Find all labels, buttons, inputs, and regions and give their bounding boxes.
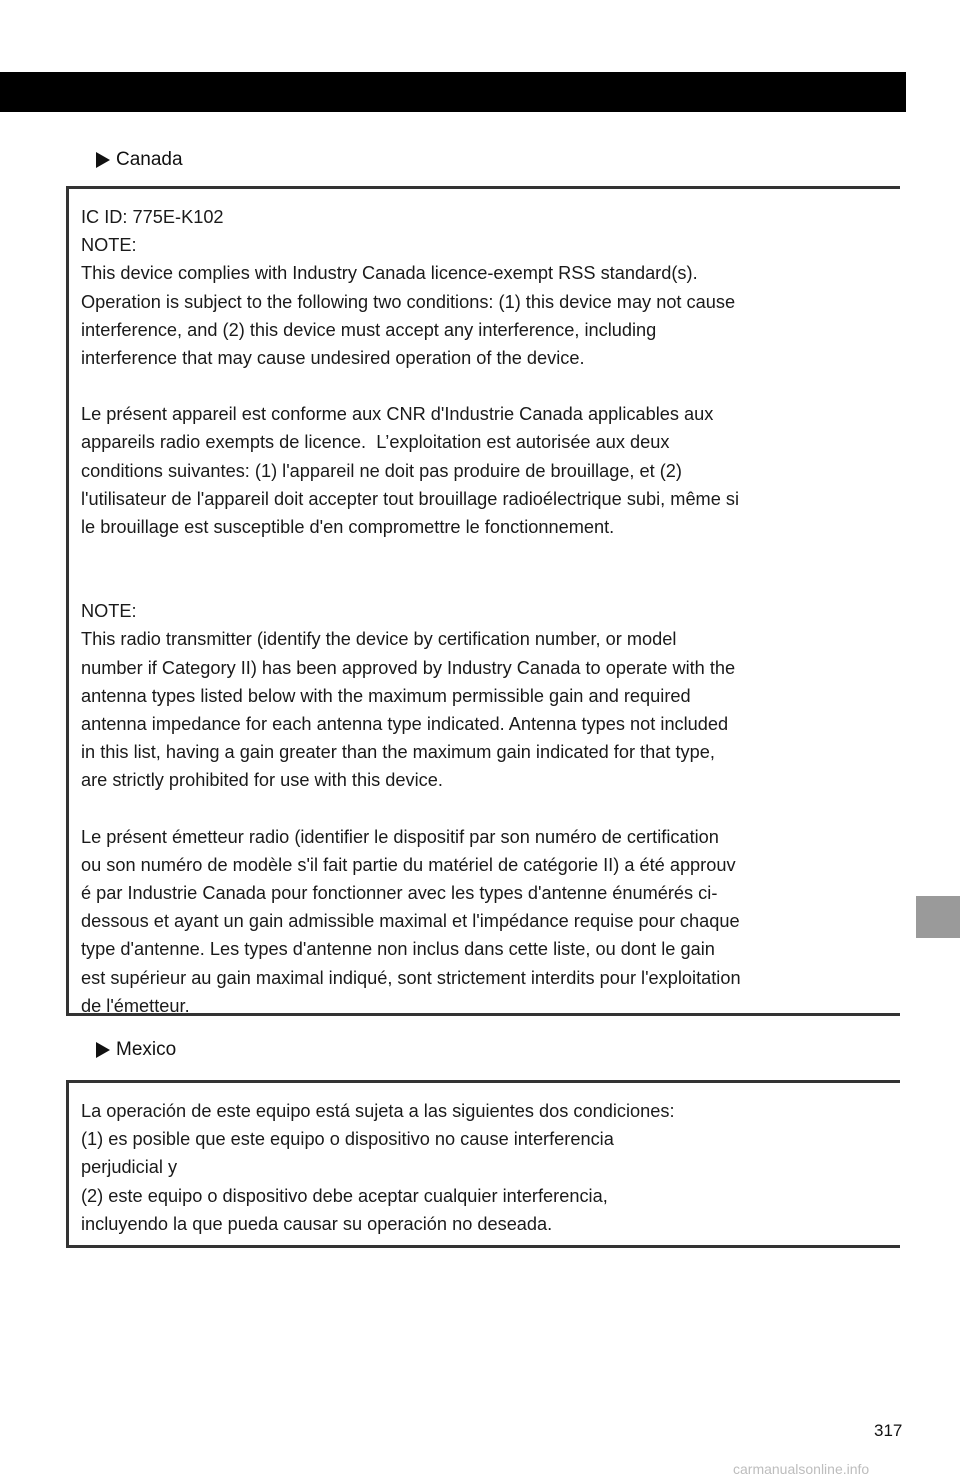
- notice-line: La operación de este equipo está sujeta a las siguientes dos condiciones:: [81, 1101, 675, 1121]
- notice-line: conditions suivantes: (1) l'appareil ne doit pas produire de brouillage, et (2): [81, 460, 682, 481]
- notice-line: ou son numéro de modèle s'il fait partie du matériel de catégorie II) a été approuv: [81, 854, 736, 875]
- note-label: NOTE:: [81, 601, 137, 622]
- triangle-bullet-icon: [96, 1042, 110, 1058]
- section-heading-label: Mexico: [116, 1039, 177, 1060]
- triangle-bullet-icon: [96, 152, 110, 168]
- notice-line: Le présent émetteur radio (identifier le dispositif par son numéro de certification: [81, 826, 719, 847]
- notice-line: incluyendo la que pueda causar su operación no deseada.: [81, 1213, 553, 1234]
- header-bar: [0, 72, 906, 112]
- mexico-notice-box: [66, 1080, 900, 1248]
- chapter-side-tab: [916, 896, 960, 938]
- notice-line: type d'antenne. Les types d'antenne non inclus dans cette liste, ou dont le gain: [81, 939, 715, 960]
- notice-line: appareils radio exempts de licence. L’exploitation est autorisée aux deux: [81, 432, 670, 453]
- notice-line: number if Category II) has been approved by Industry Canada to operate with the: [81, 657, 736, 678]
- watermark: carmanualsonline.info: [733, 1461, 870, 1477]
- section-heading-mexico: [96, 1039, 176, 1061]
- notice-line: are strictly prohibited for use with this device.: [81, 770, 443, 791]
- notice-line: (2) este equipo o dispositivo debe aceptar cualquier interferencia,: [81, 1185, 608, 1206]
- notice-line: Operation is subject to the following two conditions: (1) this device may not cause: [81, 291, 736, 312]
- notice-line: (1) es posible que este equipo o dispositivo no cause interferencia: [81, 1129, 614, 1150]
- notice-line: é par Industrie Canada pour fonctionner avec les types d'antenne énumérés ci-: [81, 883, 718, 904]
- notice-line: de l'émetteur.: [81, 995, 190, 1016]
- page-number: 317: [874, 1421, 903, 1440]
- canada-notice-box: [66, 186, 900, 1016]
- notice-line: est supérieur au gain maximal indiqué, sont strictement interdits pour l'exploitation: [81, 967, 741, 988]
- notice-line: in this list, having a gain greater than the maximum gain indicated for that type,: [81, 742, 715, 763]
- notice-line: interference that may cause undesired operation of the device.: [81, 348, 585, 369]
- notice-line: antenna types listed below with the maximum permissible gain and required: [81, 685, 691, 706]
- notice-line: antenna impedance for each antenna type indicated. Antenna types not included: [81, 714, 729, 735]
- notice-line: This device complies with Industry Canada licence-exempt RSS standard(s).: [81, 263, 698, 284]
- section-heading-label: Canada: [116, 149, 183, 170]
- section-heading-canada: [96, 149, 183, 171]
- notice-line: dessous et ayant un gain admissible maximal et l'impédance requise pour chaque: [81, 911, 740, 932]
- notice-line: This radio transmitter (identify the device by certification number, or model: [81, 629, 677, 650]
- notice-line: Le présent appareil est conforme aux CNR d'Industrie Canada applicables aux: [81, 404, 714, 425]
- notice-line: interference, and (2) this device must accept any interference, including: [81, 319, 657, 340]
- note-label: NOTE:: [81, 235, 137, 256]
- ic-id-line: IC ID: 775E-K102: [81, 207, 224, 227]
- notice-line: perjudicial y: [81, 1157, 178, 1178]
- notice-line: l'utilisateur de l'appareil doit accepter tout brouillage radioélectrique subi, même si: [81, 488, 740, 509]
- notice-line: le brouillage est susceptible d'en compromettre le fonctionnement.: [81, 517, 615, 538]
